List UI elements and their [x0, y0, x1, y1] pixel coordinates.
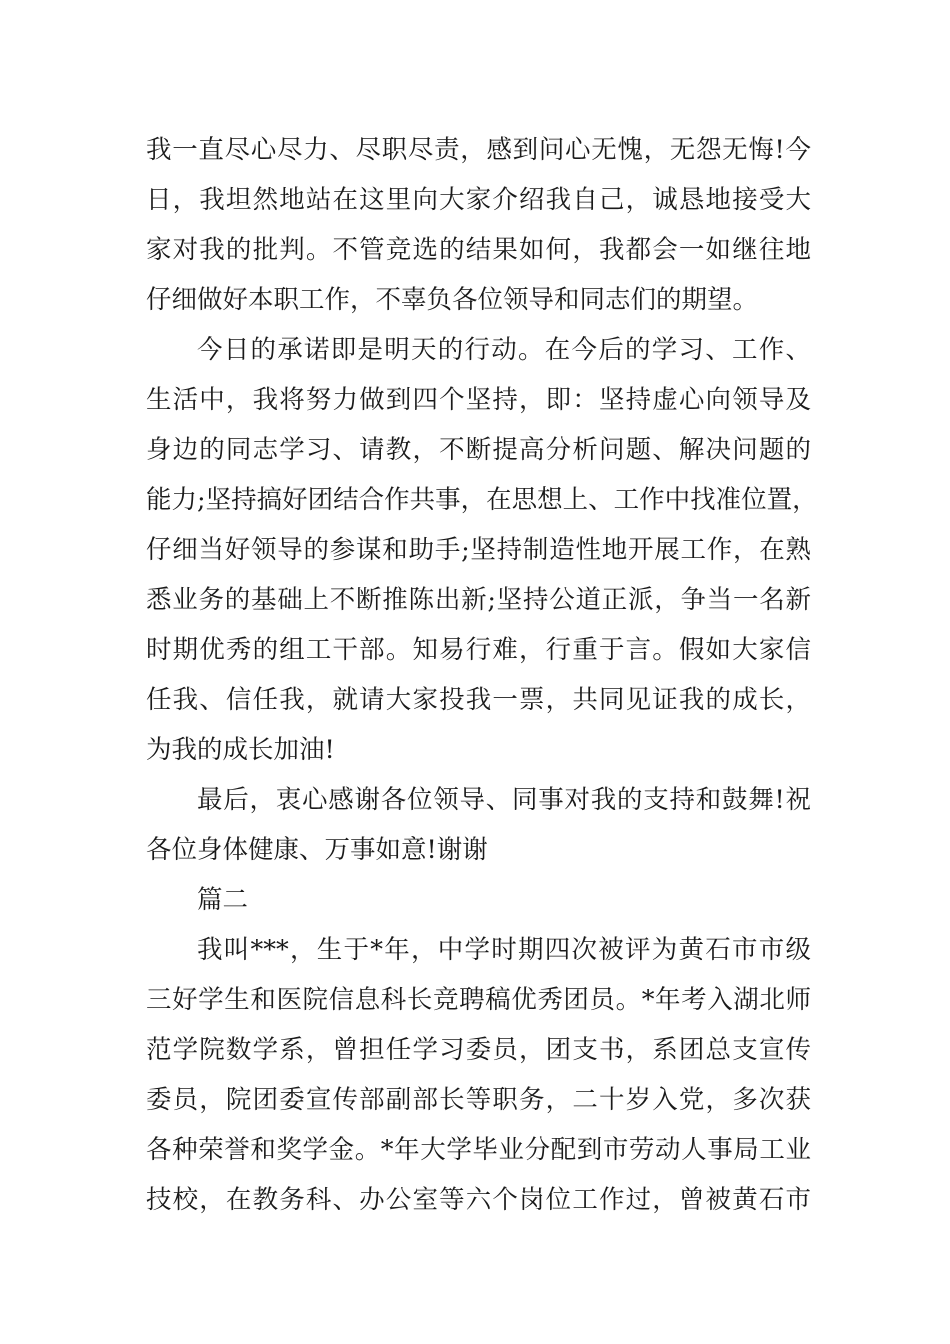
- text-line: 三好学生和医院信息科长竞聘稿优秀团员。*年考入湖北师: [146, 985, 811, 1015]
- text-line: 悉业务的基础上不断推陈出新;坚持公道正派，争当一名新: [146, 585, 811, 615]
- text-line: 日，我坦然地站在这里向大家介绍我自己，诚恳地接受大: [146, 185, 811, 215]
- text-line: 委员，院团委宣传部副部长等职务，二十岁入党，多次获: [146, 1085, 811, 1115]
- text-line: 仔细当好领导的参谋和助手;坚持制造性地开展工作，在熟: [146, 535, 811, 565]
- text-line: 仔细做好本职工作，不辜负各位领导和同志们的期望。: [146, 285, 759, 315]
- text-line: 时期优秀的组工干部。知易行难，行重于言。假如大家信: [146, 635, 811, 665]
- section-heading: 篇二: [197, 885, 249, 915]
- document-body: [146, 125, 818, 1225]
- text-line: 各位身体健康、万事如意!谢谢: [146, 835, 488, 865]
- text-line: 任我、信任我，就请大家投我一票，共同见证我的成长，: [146, 685, 811, 715]
- text-line: 生活中，我将努力做到四个坚持，即：坚持虚心向领导及: [146, 385, 811, 415]
- text-line: 能力;坚持搞好团结合作共事，在思想上、工作中找准位置，: [146, 485, 818, 515]
- text-line: 范学院数学系，曾担任学习委员，团支书，系团总支宣传: [146, 1035, 811, 1065]
- text-line: 为我的成长加油!: [146, 735, 335, 765]
- text-line: 各种荣誉和奖学金。*年大学毕业分配到市劳动人事局工业: [146, 1135, 811, 1165]
- paragraph-start-line: 今日的承诺即是明天的行动。在今后的学习、工作、: [197, 335, 811, 365]
- text-line: 我一直尽心尽力、尽职尽责，感到问心无愧，无怨无悔!今: [146, 135, 811, 165]
- text-line: 家对我的批判。不管竞选的结果如何，我都会一如继往地: [146, 235, 811, 265]
- text-line: 技校，在教务科、办公室等六个岗位工作过，曾被黄石市: [146, 1185, 811, 1215]
- paragraph-start-line: 我叫***，生于*年，中学时期四次被评为黄石市市级: [197, 935, 811, 965]
- paragraph-start-line: 最后，衷心感谢各位领导、同事对我的支持和鼓舞!祝: [197, 785, 811, 815]
- text-line: 身边的同志学习、请教，不断提高分析问题、解决问题的: [146, 435, 811, 465]
